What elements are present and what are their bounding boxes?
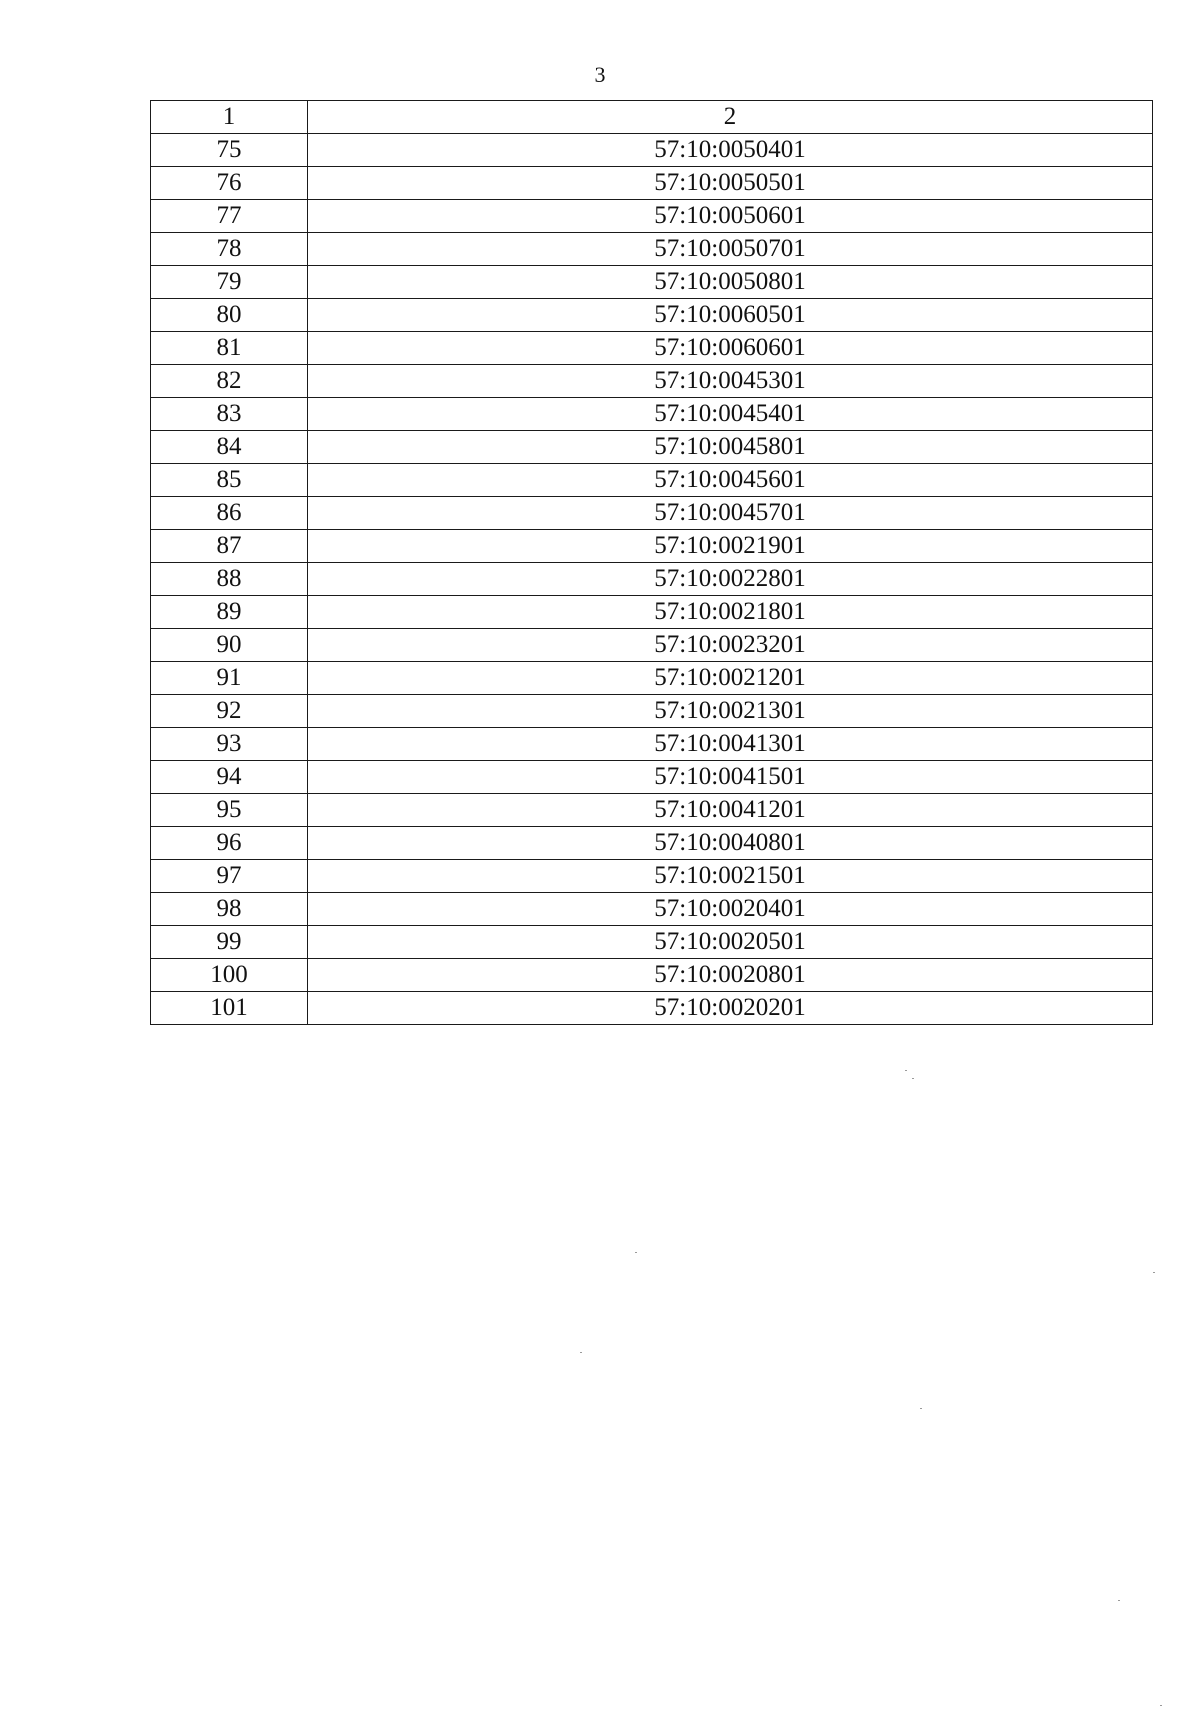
row-number-cell: 82 xyxy=(151,365,308,398)
table-row xyxy=(151,662,1153,695)
row-number-cell: 91 xyxy=(151,662,308,695)
table-row xyxy=(151,926,1153,959)
scan-speck xyxy=(1160,1705,1162,1706)
scan-speck xyxy=(580,1352,582,1353)
cadastral-code-cell: 57:10:0041301 xyxy=(308,728,1153,761)
scan-speck xyxy=(635,1252,637,1253)
cadastral-code-cell: 57:10:0021301 xyxy=(308,695,1153,728)
row-number-cell: 75 xyxy=(151,134,308,167)
table-header-row xyxy=(151,101,1153,134)
cadastral-code-cell: 57:10:0045301 xyxy=(308,365,1153,398)
table-row xyxy=(151,497,1153,530)
table-row xyxy=(151,959,1153,992)
row-number-cell: 81 xyxy=(151,332,308,365)
row-number-cell: 77 xyxy=(151,200,308,233)
cadastral-code-cell: 57:10:0050801 xyxy=(308,266,1153,299)
row-number-cell: 76 xyxy=(151,167,308,200)
row-number-cell: 85 xyxy=(151,464,308,497)
row-number-cell: 101 xyxy=(151,992,308,1025)
row-number-cell: 89 xyxy=(151,596,308,629)
table-row xyxy=(151,992,1153,1025)
cadastral-code-cell: 57:10:0020801 xyxy=(308,959,1153,992)
cadastral-code-cell: 57:10:0050401 xyxy=(308,134,1153,167)
table-row xyxy=(151,299,1153,332)
cadastral-code-cell: 57:10:0050501 xyxy=(308,167,1153,200)
table-row xyxy=(151,860,1153,893)
cadastral-code-cell: 57:10:0022801 xyxy=(308,563,1153,596)
table-row xyxy=(151,134,1153,167)
column-header-code: 2 xyxy=(308,101,1153,134)
table-row xyxy=(151,200,1153,233)
row-number-cell: 95 xyxy=(151,794,308,827)
row-number-cell: 83 xyxy=(151,398,308,431)
row-number-cell: 78 xyxy=(151,233,308,266)
row-number-cell: 100 xyxy=(151,959,308,992)
column-header-number: 1 xyxy=(151,101,308,134)
table-row xyxy=(151,827,1153,860)
table-row xyxy=(151,167,1153,200)
row-number-cell: 94 xyxy=(151,761,308,794)
cadastral-code-cell: 57:10:0021501 xyxy=(308,860,1153,893)
cadastral-code-cell: 57:10:0023201 xyxy=(308,629,1153,662)
row-number-cell: 84 xyxy=(151,431,308,464)
cadastral-code-cell: 57:10:0041201 xyxy=(308,794,1153,827)
table-row xyxy=(151,266,1153,299)
row-number-cell: 80 xyxy=(151,299,308,332)
cadastral-code-cell: 57:10:0021801 xyxy=(308,596,1153,629)
row-number-cell: 93 xyxy=(151,728,308,761)
scan-speck xyxy=(1153,1272,1155,1273)
cadastral-code-cell: 57:10:0021901 xyxy=(308,530,1153,563)
cadastral-code-cell: 57:10:0050701 xyxy=(308,233,1153,266)
table-row xyxy=(151,596,1153,629)
row-number-cell: 92 xyxy=(151,695,308,728)
row-number-cell: 87 xyxy=(151,530,308,563)
scan-speck xyxy=(1118,1600,1120,1601)
page-number: 3 xyxy=(594,62,606,87)
cadastral-code-cell: 57:10:0045601 xyxy=(308,464,1153,497)
cadastral-code-cell: 57:10:0060601 xyxy=(308,332,1153,365)
table-row xyxy=(151,431,1153,464)
row-number-cell: 90 xyxy=(151,629,308,662)
cadastral-code-cell: 57:10:0020201 xyxy=(308,992,1153,1025)
table-body xyxy=(151,134,1153,1025)
cadastral-code-cell: 57:10:0045401 xyxy=(308,398,1153,431)
row-number-cell: 98 xyxy=(151,893,308,926)
cadastral-code-cell: 57:10:0050601 xyxy=(308,200,1153,233)
table-row xyxy=(151,629,1153,662)
scan-speck xyxy=(912,1078,914,1079)
cadastral-code-cell: 57:10:0041501 xyxy=(308,761,1153,794)
table-row xyxy=(151,728,1153,761)
table-row xyxy=(151,233,1153,266)
table-row xyxy=(151,695,1153,728)
cadastral-code-cell: 57:10:0040801 xyxy=(308,827,1153,860)
row-number-cell: 97 xyxy=(151,860,308,893)
table-row xyxy=(151,365,1153,398)
cadastral-code-cell: 57:10:0021201 xyxy=(308,662,1153,695)
cadastral-code-cell: 57:10:0060501 xyxy=(308,299,1153,332)
row-number-cell: 96 xyxy=(151,827,308,860)
table-row xyxy=(151,332,1153,365)
cadastral-code-cell: 57:10:0020401 xyxy=(308,893,1153,926)
cadastral-code-cell: 57:10:0045701 xyxy=(308,497,1153,530)
table-row xyxy=(151,530,1153,563)
row-number-cell: 99 xyxy=(151,926,308,959)
cadastral-code-cell: 57:10:0045801 xyxy=(308,431,1153,464)
row-number-cell: 88 xyxy=(151,563,308,596)
scan-speck xyxy=(905,1070,907,1071)
table-row xyxy=(151,563,1153,596)
scan-speck xyxy=(920,1408,922,1409)
row-number-cell: 79 xyxy=(151,266,308,299)
table-row xyxy=(151,398,1153,431)
cadastral-table xyxy=(150,100,1153,1025)
table-row xyxy=(151,893,1153,926)
table-row xyxy=(151,794,1153,827)
cadastral-code-cell: 57:10:0020501 xyxy=(308,926,1153,959)
row-number-cell: 86 xyxy=(151,497,308,530)
table-row xyxy=(151,464,1153,497)
table-row xyxy=(151,761,1153,794)
